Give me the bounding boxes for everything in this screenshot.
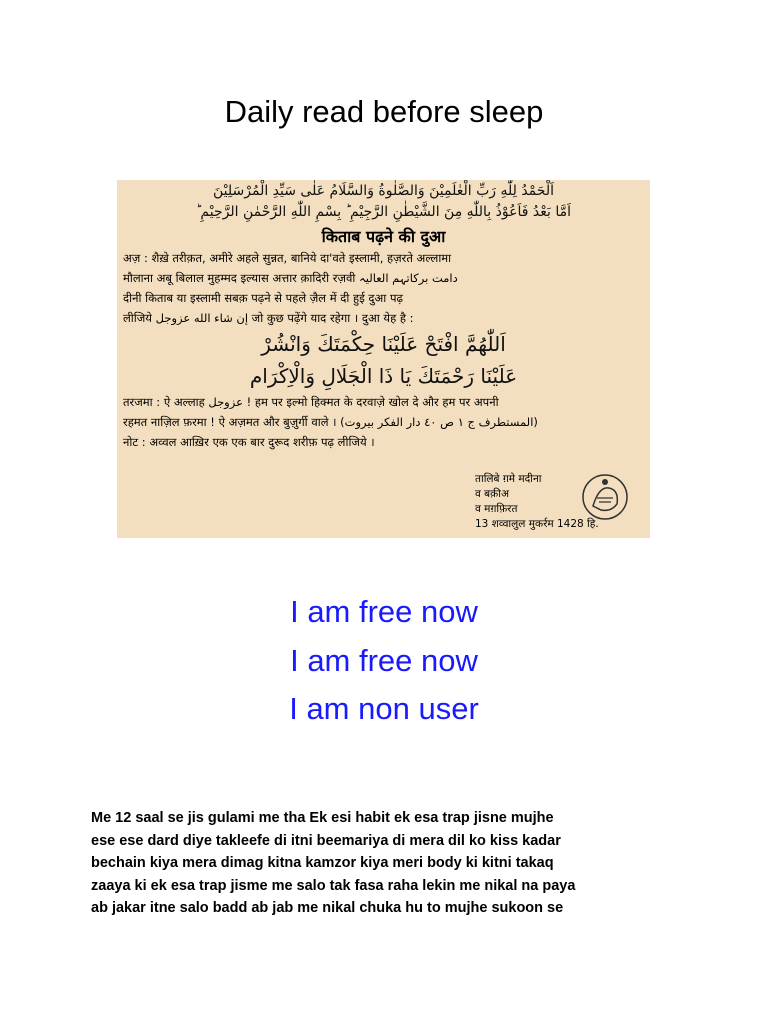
declaration-line-1: I am free now [290,594,478,629]
signature-line-2: व बक़ीअ [475,488,509,500]
dua-heading: किताब पढ़ने की दुआ [321,227,446,246]
seal-icon [579,472,631,522]
paragraph-line-4: zaaya ki ek esa trap jisme me salo tak fasa raha lekin me nikal na paya [91,877,576,894]
signature-date: 13 शव्वालुल मुकर्रम 1428 हि. [475,518,599,530]
arabic-dua-line-2: عَلَيْنَا رَحْمَتَكَ يَا ذَا الْجَلَالِ وَالْاِكْرَام [249,364,518,388]
paragraph-line-1: Me 12 saal se jis gulami me tha Ek esi habit ek esa trap jisne mujhe [91,810,554,826]
body-paragraph [91,807,691,920]
arabic-header-line-1: اَلْحَمْدُ لِلّٰهِ رَبِّ الْعٰلَمِيْنَ وَالصَّلٰوةُ وَالسَّلَامُ عَلٰى سَيِّدِ الْمُرْسَلِيْنَ [213,183,554,199]
declaration-line-2: I am free now [290,643,478,678]
paragraph-line-5: ab jakar itne salo badd ab jab me nikal chuka hu to mujhe sukoon se [91,900,564,917]
translation-line-1: तरजमा : ऐ अल्लाह عزوجل ! हम पर इल्मो हिक्मत के दरवाज़े खोल दे और हम पर अपनी [123,395,499,409]
declaration-line-3: I am non user [289,691,479,726]
paragraph-line-3: bechain kiya mera dimag kitna kamzor kiya meri body ki kitni takaq [91,855,554,872]
note-line: नोट : अव्वल आख़िर एक एक बार दुरूद शरीफ़ पढ़ लीजिये । [123,435,375,449]
intro-line-2: मौलाना अबू बिलाल मुहम्मद इल्यास अत्तार क़ादिरी रज़वी دامت برکاتہم العالیہ [123,271,458,285]
translation-line-2: रहमत नाज़िल फ़रमा ! ऐ अज़मत और बुज़ुर्गी वाले । (المستطرف ج ١ ص ٤٠ دار الفكر بيروت) [123,415,538,429]
arabic-dua-line-1: اَللّٰهُمَّ افْتَحْ عَلَيْنَا حِكْمَتَكَ وَانْشُرْ [261,332,506,356]
signature-line-3: व मग़फ़िरत [475,503,518,515]
page-title: Daily read before sleep [224,94,544,129]
intro-line-3: दीनी किताब या इस्लामी सबक़ पढ़ने से पहले ज़ैल में दी हुई दुआ पढ़ [123,291,403,305]
intro-line-4: लीजिये إن شاء الله عزوجل जो कुछ पढ़ेंगे याद रहेगा । दुआ येह है : [123,311,414,325]
paragraph-line-2: ese ese dard diye takleefe di itni beemariya di mera dil ko kiss kadar [91,832,561,849]
arabic-header-line-2: اَمَّا بَعْدُ فَاَعُوْذُ بِاللّٰهِ مِنَ الشَّيْطٰنِ الرَّجِيْمِ ؕ بِسْمِ اللّٰهِ الرَّحْمٰنِ الرَّحِيْمِ ؕ [195,204,571,220]
intro-line-1: अज़ : शैख़े तरीक़त, अमीरे अहले सुन्नत, बानिये दा'वते इस्लामी, हज़रते अल्लामा [123,251,452,265]
signature-line-1: तालिबे ग़मे मदीना [475,473,542,485]
dua-image-card [117,180,650,538]
